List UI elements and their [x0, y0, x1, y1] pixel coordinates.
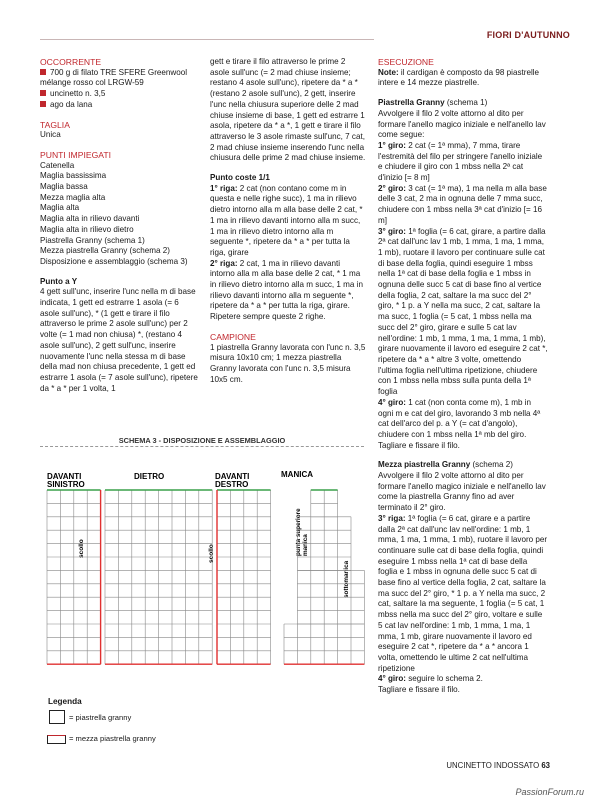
stitch-item: Maglia alta [40, 203, 80, 213]
material-item: uncinetto n. 3,5 [40, 89, 200, 100]
label-manica: MANICA [281, 470, 313, 479]
full-tile-legend: = piastrella granny [69, 713, 132, 722]
note-label: Note: [378, 67, 399, 77]
giro-1-label: 1° giro: [378, 140, 406, 150]
half-granny-subheading: (schema 2) [470, 460, 513, 470]
section-title: FIORI D'AUTUNNO [486, 30, 570, 40]
page-number: 63 [541, 761, 550, 770]
stitch-item: Mezza piastrella Granny (schema 2) [40, 246, 170, 256]
stitch-item: Maglia alta in rilievo dietro [40, 224, 134, 234]
stitch-item: Maglia bassa [40, 182, 88, 192]
giro-2-text: 3 cat (= 1ª ma), 1 ma nella m alla base delle 3 cat, 2 ma in ognuna delle 7 mma succ, chiudere con 1 mbss nella 3ª cat d'inizio [= 16 m] [378, 183, 547, 225]
label-punta-superiore: punta superioremanica [295, 508, 309, 556]
giro-1-text: 2 cat (= 1ª mma), 7 mma, tirare l'estremità del filo per stringere l'anello iniziale e chiudere il giro con 1 mbss nella 2ª cat d'inizio [= 8 m] [378, 140, 543, 183]
stitch-item: Catenella [40, 160, 75, 170]
stitch-item: Disposizione e assemblaggio (schema 3) [40, 256, 188, 266]
giro-4-label: 4° giro: [378, 397, 406, 407]
material-item: ago da lana [40, 100, 200, 111]
giro-3-label: 3° giro: [378, 226, 406, 236]
tile-grids [47, 490, 364, 664]
material-item: 700 g di filato TRE SFERE Greenwool mélange rosso col LRGW-59 [40, 67, 188, 88]
fasten-off-2: Tagliare e fissare il filo. [378, 685, 460, 695]
taglia-heading: TAGLIA [40, 119, 70, 130]
stitch-item: Maglia alta in rilievo davanti [40, 214, 140, 224]
punti-heading: PUNTI IMPIEGATI [40, 149, 111, 160]
half-granny-intro: Avvolgere il filo 2 volte attorno al dito per formare l'anello magico iniziale e nell'anello lav come la piastrella Granny fino ad aver terminato il 2° giro. [378, 471, 546, 513]
label-sottomanica: sottomanica [343, 560, 350, 598]
stitch-item: Mezza maglia alta [40, 192, 106, 202]
granny-subheading: (schema 1) [444, 98, 488, 108]
esecuzione-heading: ESECUZIONE [378, 57, 434, 67]
schema-title: SCHEMA 3 - DISPOSIZIONE E ASSEMBLAGGIO [118, 436, 286, 445]
page-footer [446, 761, 550, 770]
half-giro-4-text: seguire lo schema 2. [405, 674, 483, 684]
label-scollo-right: scollo [208, 544, 215, 563]
row-2-label: 2° riga: [210, 258, 238, 268]
granny-heading: Piastrella Granny [378, 98, 445, 108]
coste-repeat: Ripetere sempre queste 2 righe. [210, 312, 326, 322]
punto-y-heading: Punto a Y [40, 276, 78, 286]
giro-3-text: 1ª foglia (= 6 cat, girare, a partire dalla 2ª cat dall'unc lav 1 mb, 1 mma, 1 ma, 1 mma, 1 mb), ruotare il lavoro per continuare sulle cat di base della foglia, quindi eseguire 1 mbss nella 1ª cat di base della foglia e 1 mbss in ognuna delle succ 5 cat di base fino al vertice della foglia, 2 cat, saltare la ma succ del 2° giro, * 1 p. a Y nella ma succ, 2 cat, saltare la ma succ, 1 foglia (= 5 cat, 1 mbss nella ma succ del 2° giro, girare e sulle 5 cat lav nell'ordine: 1 mb, 1 mma, 1 ma, 1 mma, 1 mb), girare nuovamente il lavoro ed eseguire 2 cat *, ripetere da * a * altre 3 volte, omettendo l'ultima foglia nell'ultima ripetizione, chiudere con 1 mbss nella mbss sulla punta della 1ª foglia [378, 226, 548, 397]
fasten-off-1: Tagliare e fissare il filo. [378, 440, 460, 450]
occorrente-heading: OCCORRENTE [40, 57, 102, 67]
giro-2-label: 2° giro: [378, 183, 406, 193]
magazine-name: UNCINETTO INDOSSATO [446, 761, 540, 770]
label-dietro: DIETRO [134, 472, 165, 481]
punto-y-continued: gett e tirare il filo attraverso le prime 2 asole sull'unc (= 2 mad chiuse insieme; restano 4 asole sull'unc), ripetere da * a * (restano 2 asole sull'unc), 2 gett, inserire l'unc nella chiusura superiore delle 2 mad chiuse insieme di base, 1 gett ed estrarre 1 asola, ripetere da * a *, 1 gett e tirare il filo attraverso le 3 asole rimaste sull'unc, 7 cat, 2 mad chiuse insieme inserendo l'unc nella chiusura delle prime 2 mad chiuse insieme. [210, 57, 366, 163]
row-1-label: 1° riga: [210, 183, 238, 193]
full-tile-swatch [49, 710, 65, 724]
coste-heading: Punto coste 1/1 [210, 173, 270, 183]
label-davanti-sinistro: DAVANTI SINISTRO [47, 472, 85, 489]
stitch-item: Maglia bassissima [40, 171, 107, 181]
label-scollo-left: scollo [78, 539, 85, 558]
half-tile-swatch [47, 735, 66, 744]
note-text: il cardigan è composto da 98 piastrelle intere e 14 mezze piastrelle. [378, 67, 540, 88]
taglia-value: Unica [40, 130, 61, 140]
campione-heading: CAMPIONE [210, 331, 256, 342]
stitch-item: Piastrella Granny (schema 1) [40, 235, 145, 245]
riga-3-label: 3° riga: [378, 513, 406, 523]
row-2-text: 2 cat, 1 ma in rilievo davanti intorno alla m alla base delle 2 cat, * 1 ma in rilievo dietro intorno alla m succ, 1 ma in rilievo davanti intorno alla m seguente *, ripetere da * a * per tutta la riga, girare. [210, 258, 363, 311]
punto-y-text: 4 gett sull'unc, inserire l'unc nella m di base indicata, 1 gett ed estrarre 1 asola (= 6 asole sull'unc), * (1 gett e tirare il filo attraverso le prime 2 asole sull'unc) per 2 volte (= 1 mad non chiusa) *, (restano 4 asole sull'unc), 2 gett sull'unc, inserire nuovamente l'unc nella stessa m di base della mad non chiusa precedente, 1 gett ed estrarre 1 asola (= 7 asole sull'unc), ripetere da * a * per 1 volta, 1 [40, 287, 198, 393]
campione-text: 1 piastrella Granny lavorata con l'unc n. 3,5 misura 10x10 cm; 1 mezza piastrella Granny lavorata con l'unc n. 3,5 misura 10x5 cm. [210, 342, 366, 384]
giro-4-text: 1 cat (non conta come m), 1 mb in ogni m e cat del giro, lavorando 3 mb nella 4ª cat dell'arco del p. a Y (= cat d'angolo), chiudere con 1 mbss nella 1ª mb del giro. [378, 397, 541, 439]
legend-title: Legenda [48, 697, 82, 706]
row-1-text: 2 cat (non contano come m in questa e nelle righe succ), 1 ma in rilievo dietro intorno alla m alla base delle 2 cat, * 1 ma in rilievo davanti intorno alla m succ, 1 ma in rilievo dietro intorno alla m seguente *, ripetere da * a * per tutta la riga, girare [210, 183, 363, 257]
half-granny-heading: Mezza piastrella Granny [378, 460, 471, 470]
half-tile-legend: = mezza piastrella granny [69, 734, 156, 743]
watermark: PassionForum.ru [515, 787, 584, 797]
granny-intro: Avvolgere il filo 2 volte attorno al dito per formare l'anello magico iniziale e nell'anello lav come segue: [378, 108, 546, 140]
riga-3-text: 1ª foglia (= 6 cat, girare e a partire dalla 2ª cat dall'unc lav nell'ordine: 1 mb, 1 mma, 1 ma, 1 mma, 1 mb), ruotare il lavoro per continuare sulle cat di base della foglia, quindi eseguire 1 mbss nella 1ª cat di base della foglia e 1 mbss in ognuna delle succ 5 cat di base fino al vertice della foglia, 2 cat, saltare la ma succ del 2° giro, * 1 p. a Y nella ma succ, 2 cat, saltare la ma seguente, 1 foglia (= 5 cat, 1 mbss nella ma succ del 2° giro, voltare e sulle 5 cat lav nell'ordine: 1 mb, 1 mma, 1 ma, 1 mma, 1 mb, girare nuovamente il lavoro ed eseguire 2 cat *, ripetere da * a * ancora 1 volta, omettendo le ultime 2 cat nell'ultima ripetizione [378, 513, 548, 673]
label-davanti-destro: DAVANTI DESTRO [215, 472, 250, 489]
half-giro-4-label: 4° giro: [378, 674, 406, 684]
